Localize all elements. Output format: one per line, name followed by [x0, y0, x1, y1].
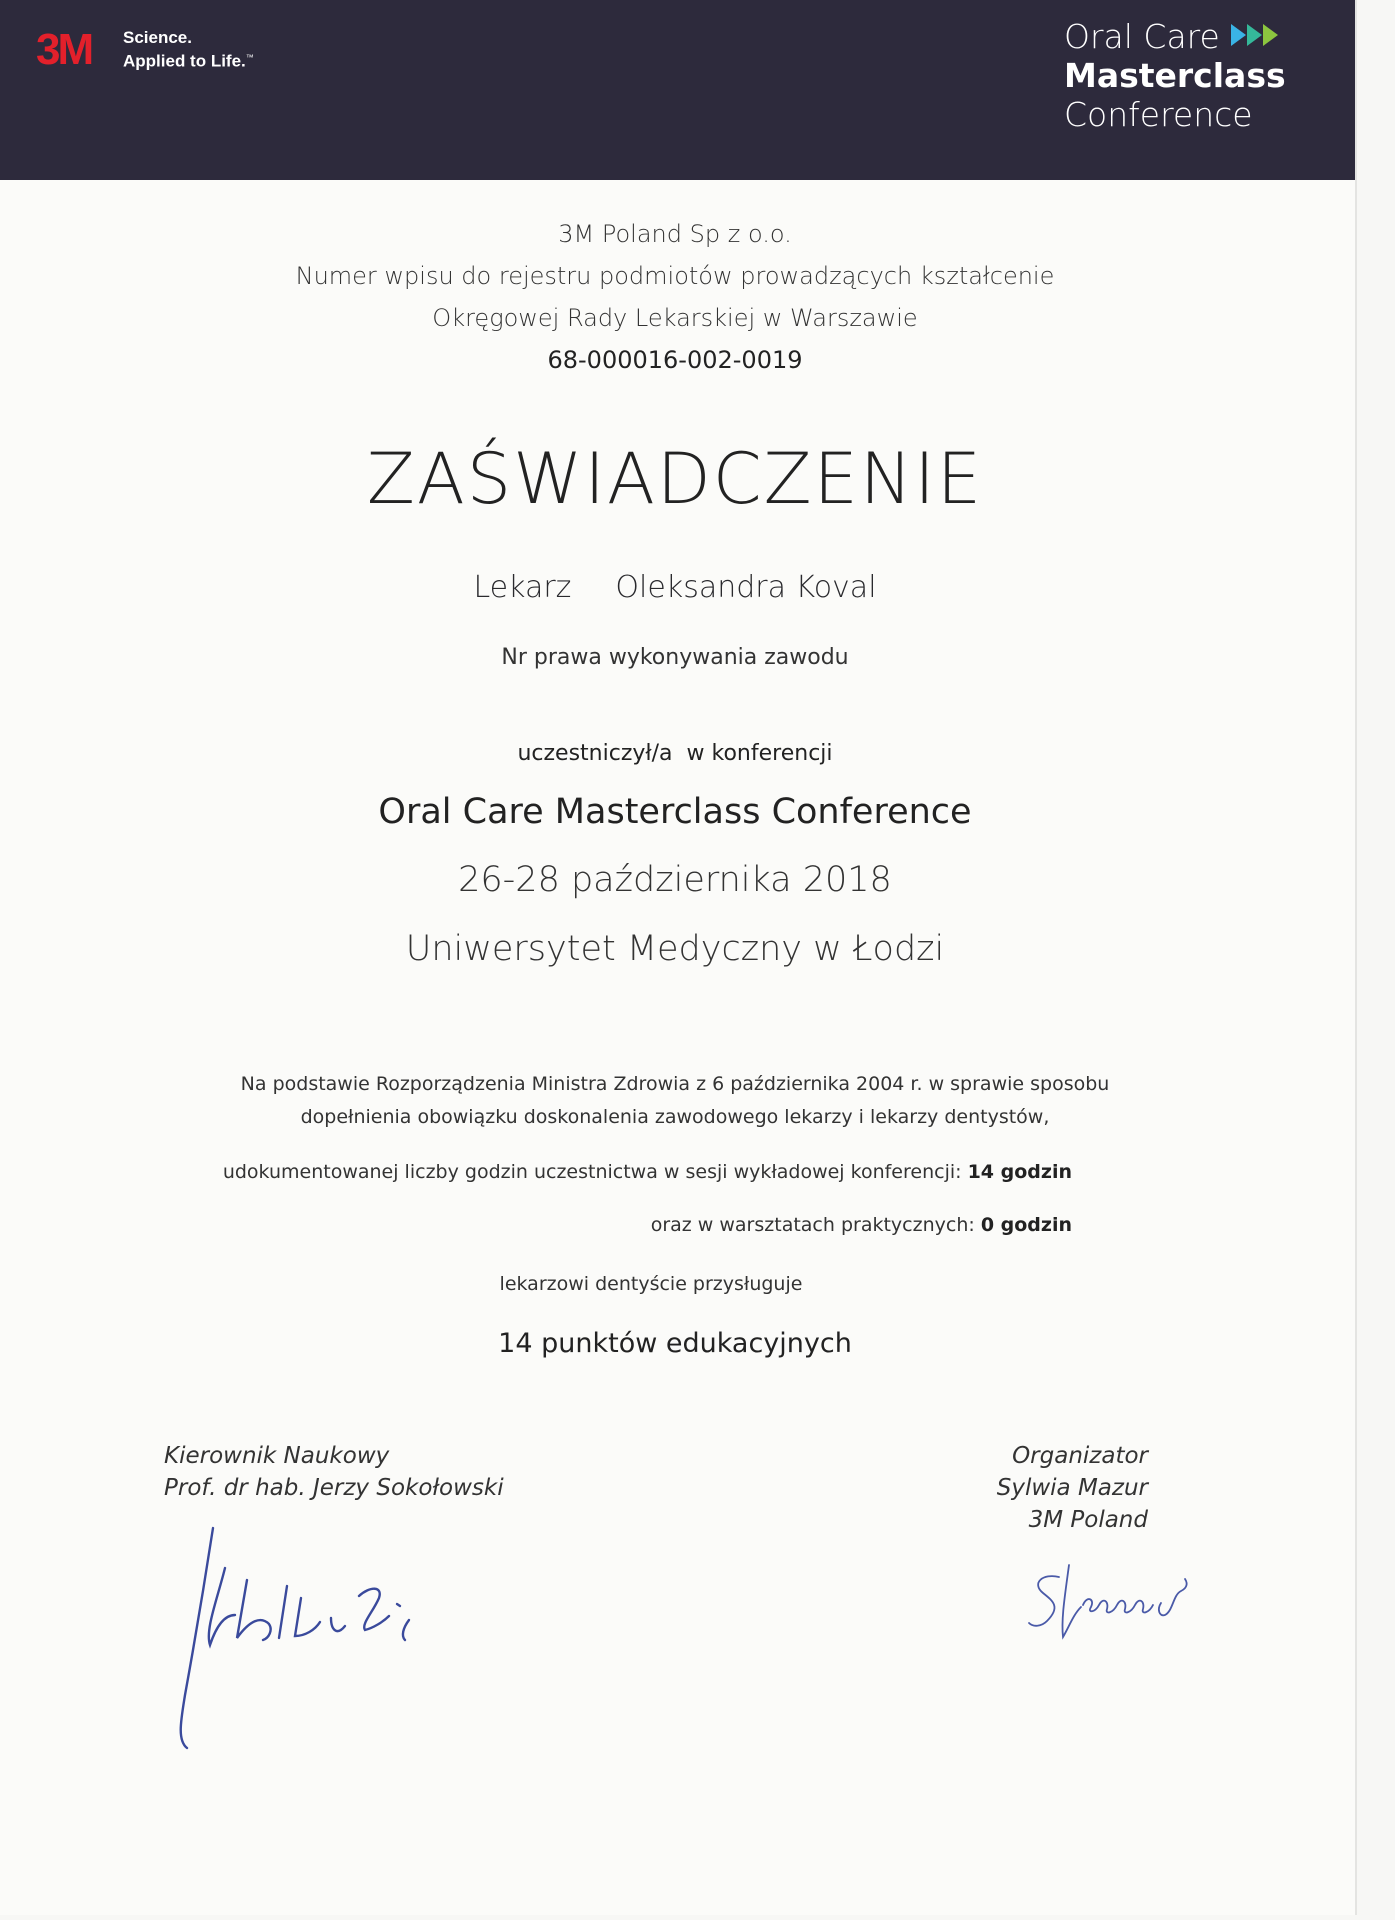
registry-line2: Okręgowej Rady Lekarskiej w Warszawie: [432, 304, 918, 332]
scientific-director-block: [164, 1440, 504, 1504]
conference-logo-line3: Conference: [1064, 95, 1253, 134]
right-signatory-role: Organizator: [1012, 1443, 1148, 1469]
lecture-hours-line: [223, 1161, 1072, 1183]
conference-logo: [1064, 17, 1286, 134]
tagline-line1: Science.: [123, 28, 192, 47]
recipient-role: Lekarz: [473, 570, 572, 605]
conference-logo-line2: Masterclass: [1064, 56, 1286, 95]
education-points: 14 punktów edukacyjnych: [498, 1328, 852, 1359]
right-signatory-name: Sylwia Mazur: [996, 1475, 1148, 1501]
lecture-hours-label: udokumentowanej liczby godzin uczestnictwa w sesji wykładowej konferencji:: [222, 1161, 968, 1183]
organization-name: 3M Poland Sp z o.o.: [558, 220, 792, 248]
conference-dates: 26-28 października 2018: [458, 860, 892, 900]
left-signatory-name: Prof. dr hab. Jerzy Sokołowski: [164, 1475, 504, 1501]
recipient-line: [0, 570, 1350, 605]
tagline-line2: Applied to Life.: [123, 51, 246, 71]
registry-line1: Numer wpisu do rejestru podmiotów prowadzących kształcenie: [295, 262, 1055, 290]
licence-label: Nr prawa wykonywania zawodu: [501, 645, 849, 670]
handwritten-signature-right: [1025, 1555, 1195, 1665]
recipient-name: Oleksandra Koval: [615, 570, 877, 605]
brand-logo-3m: 3M: [36, 25, 92, 74]
lecture-hours-value: 14 godzin: [967, 1161, 1072, 1183]
workshop-hours-label: oraz w warsztatach praktycznych:: [650, 1214, 981, 1236]
organizer-block: [997, 1440, 1148, 1536]
right-signatory-company: 3M Poland: [1028, 1507, 1148, 1533]
play-arrows-icon: [1230, 24, 1278, 46]
conference-venue: Uniwersytet Medyczny w Łodzi: [405, 929, 945, 969]
regulation-line2: dopełnienia obowiązku doskonalenia zawodowego lekarzy i lekarzy dentystów,: [300, 1106, 1050, 1128]
conference-name: Oral Care Masterclass Conference: [378, 792, 972, 832]
certificate-title: ZAŚWIADCZENIE: [366, 438, 984, 520]
handwritten-signature-left: [165, 1520, 445, 1760]
dentist-entitlement: lekarzowi dentyście przysługuje: [499, 1273, 803, 1295]
registry-number: 68-000016-002-0019: [547, 346, 803, 374]
brand-tagline: [123, 28, 254, 72]
trademark-mark: ™: [245, 53, 254, 62]
header-banner: [0, 0, 1355, 180]
participation-text: uczestniczył/a w konferencji: [517, 741, 833, 766]
workshop-hours-value: 0 godzin: [980, 1214, 1072, 1236]
workshop-hours-line: [651, 1214, 1072, 1236]
left-signatory-role: Kierownik Naukowy: [164, 1443, 390, 1469]
regulation-line1: Na podstawie Rozporządzenia Ministra Zdrowia z 6 października 2004 r. w sprawie sposobu: [240, 1073, 1110, 1095]
conference-logo-line1: Oral Care: [1064, 17, 1220, 56]
